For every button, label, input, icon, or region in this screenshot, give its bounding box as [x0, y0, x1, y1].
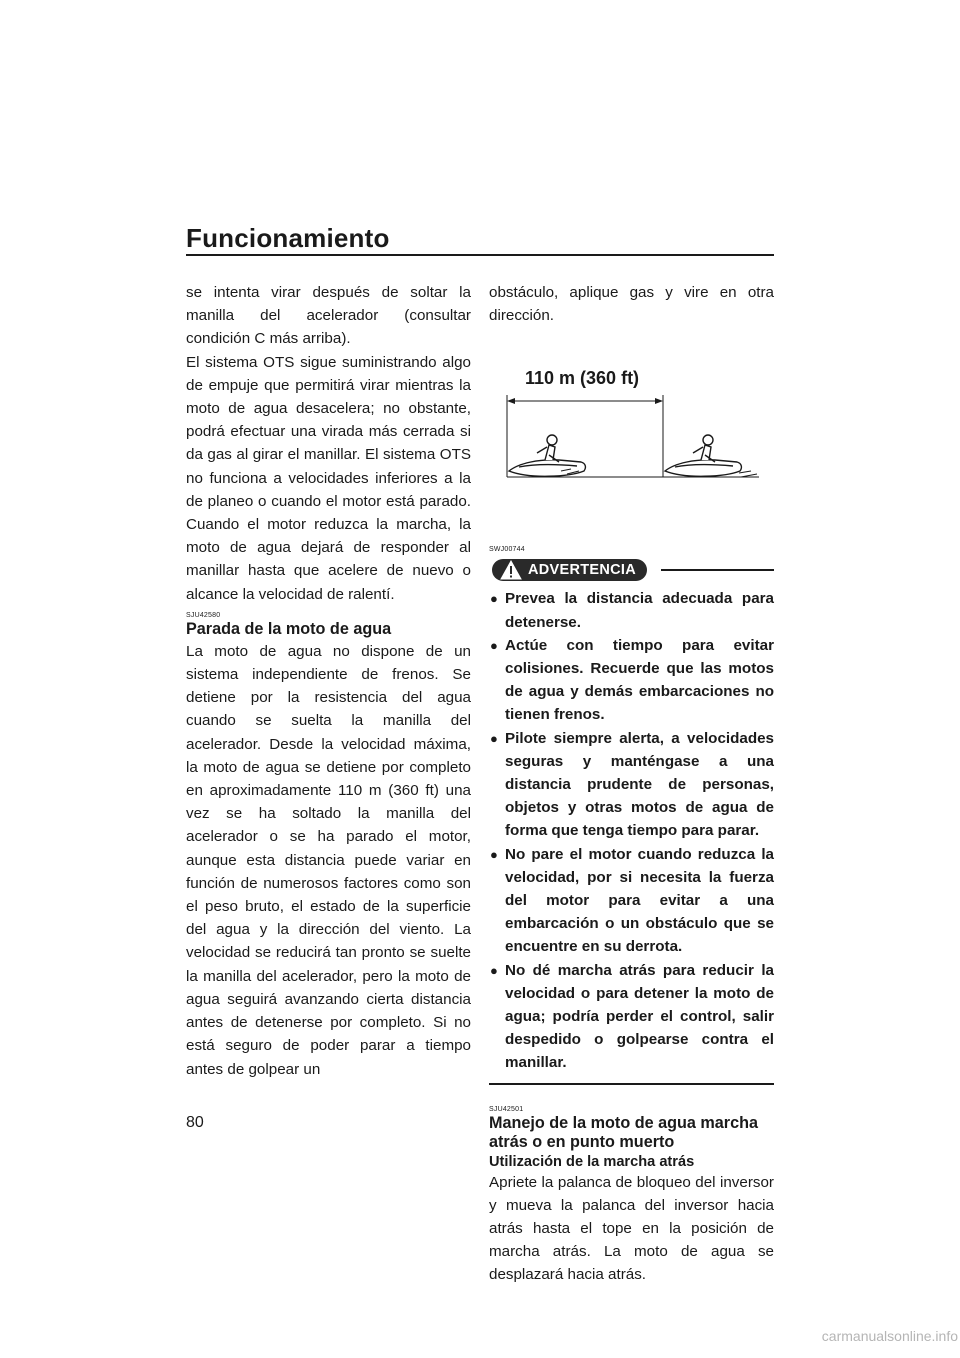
watercraft-left — [509, 435, 585, 476]
watermark: carmanualsonline.info — [821, 1328, 958, 1344]
page-title: Funcionamiento — [186, 223, 390, 253]
section-heading: Parada de la moto de agua — [186, 619, 392, 638]
warning-end-rule — [489, 1083, 774, 1085]
stopping-distance-illustration — [489, 367, 774, 525]
warning-item: ● Actúe con tiempo para evitar colisiones. Recuerde que las motos de agua y demás embarcaciones no tienen frenos. — [489, 634, 774, 727]
right-column — [489, 272, 774, 1287]
watercraft-right — [665, 435, 741, 476]
warning-header — [489, 556, 774, 584]
bullet-icon: ● — [490, 730, 498, 746]
warning-item: ● No pare el motor cuando reduzca la velocidad, por si necesita la fuerza del motor para evitar a una embarcación o un obstáculo que se encuentre en su derrota. — [489, 843, 774, 959]
bullet-icon: ● — [490, 591, 498, 607]
warning-code: SWJ00744 — [489, 546, 525, 554]
stopping-distance-figure — [489, 367, 774, 525]
page-number: 80 — [186, 1114, 204, 1131]
header-rule — [186, 254, 774, 256]
section-code: SJU42501 — [489, 1105, 524, 1113]
warning-item: ● No dé marcha atrás para reducir la velocidad o para detener la moto de agua; podría perder el control, salir despedido o golpearse contra el manillar. — [489, 959, 774, 1075]
paragraph: se intenta virar después de soltar la manilla del acelerador (consultar condición C más arriba). — [186, 284, 471, 348]
paragraph: El sistema OTS sigue suministrando algo de empuje que permitirá virar mientras la moto de agua desacelera; no obstante, podrá efectuar una virada más cerrada si da gas al girar el manillar. El sistema OTS no funciona a velocidades inferiores a la de planeo o cuando el motor está parado. Cuando el motor reduzca la marcha, la moto de agua dejará de responder al manillar hasta que acelere de nuevo o alcance la velocidad de ralentí. — [186, 353, 471, 603]
paragraph: obstáculo, aplique gas y vire en otra dirección. — [489, 284, 774, 325]
warning-box — [489, 556, 774, 1084]
distance-label: 110 m (360 ft) — [525, 368, 640, 389]
section-heading: Manejo de la moto de agua marcha atrás o en punto muerto — [489, 1113, 758, 1151]
warning-rule — [661, 569, 774, 571]
warning-label: ADVERTENCIA — [528, 562, 637, 579]
warning-triangle-icon — [500, 560, 522, 580]
warning-badge — [492, 559, 647, 581]
warning-list — [489, 587, 774, 1074]
left-column — [186, 272, 471, 1081]
paragraph: La moto de agua no dispone de un sistema independiente de frenos. Se detiene por la resistencia del agua cuando se suelta la manilla del acelerador. Desde la velocidad máxima, la moto de agua se detiene por completo en aproximadamente 110 m (360 ft) una vez se ha soltado la manilla del acelerador o se ha parado el motor, aunque esta distancia puede variar en función de numerosos factores como son el peso bruto, el estado de la superficie del agua y la dirección del viento. La velocidad se reducirá tan pronto se suelte la manilla del acelerador, pero la moto de agua seguirá avanzando cierta distancia antes de detenerse por completo. Si no está seguro de poder parar a tiempo antes de golpear un — [186, 642, 471, 1078]
subsection-heading: Utilización de la marcha atrás — [489, 1153, 695, 1170]
paragraph: Apriete la palanca de bloqueo del inversor y mueva la palanca del inversor hacia atrás hasta el tope en la posición de marcha atrás. La moto de agua se desplazará hacia atrás. — [489, 1173, 774, 1284]
bullet-icon: ● — [490, 637, 498, 653]
warning-item: ● Pilote siempre alerta, a velocidades seguras y manténgase a una distancia prudente de personas, objetos y otras motos de agua de forma que tenga tiempo para parar. — [489, 727, 774, 843]
warning-item: ● Prevea la distancia adecuada para detenerse. — [489, 587, 774, 633]
bullet-icon: ● — [490, 962, 498, 978]
section-code: SJU42580 — [186, 611, 221, 619]
bullet-icon: ● — [490, 846, 498, 862]
